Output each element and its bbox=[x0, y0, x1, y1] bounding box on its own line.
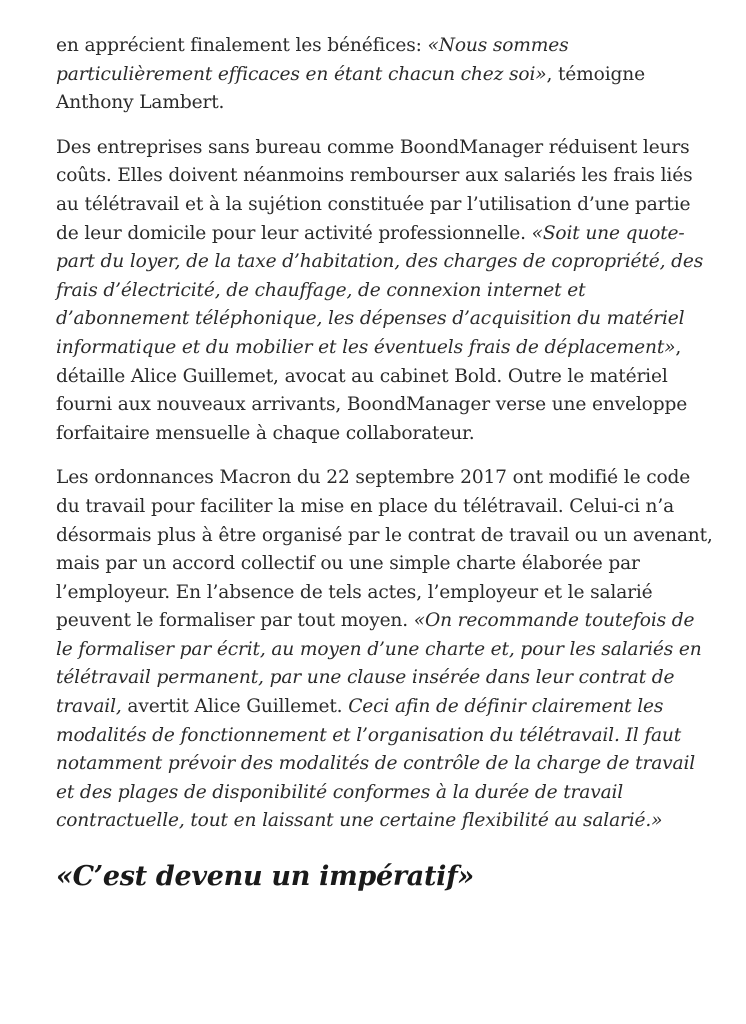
paragraph-3-text-1: Les ordonnances Macron du 22 septembre 2017 ont modifié le code du travail pour faciliter la mise en place du télétravail. Celui-ci n’a désormais plus à être organisé par le contrat de travail ou un avenant, mais par un accord collectif ou une simple charte élaborée par l’employeur. En l’absence de tels actes, l’employeur et le salarié peuvent le formaliser par tout moyen. bbox=[56, 467, 713, 632]
quote-alice-guillemet-3: Ceci afin de définir clairement les modalités de fonctionnement et l’organisation du télétravail. Il faut notamment prévoir des modalités de contrôle de la charge de travail et des plages de disponibilité conformes à la durée de travail contractuelle, tout en laissant une certaine flexibilité au salarié.» bbox=[56, 696, 696, 832]
paragraph-3-text-2: avertit Alice Guillemet. bbox=[121, 696, 349, 718]
article-body bbox=[56, 32, 716, 894]
paragraph-3 bbox=[56, 464, 716, 836]
paragraph-2 bbox=[56, 134, 716, 449]
quote-anthony-lambert: «Nous sommes particulièrement efficaces en étant chacun chez soi» bbox=[56, 35, 569, 85]
paragraph-1 bbox=[56, 32, 716, 118]
paragraph-1-text-2: , témoigne Anthony Lambert. bbox=[56, 63, 645, 114]
paragraph-2-text-2: , détaille Alice Guillemet, avocat au cabinet Bold. Outre le matériel fourni aux nouveaux arrivants, BoondManager verse une enveloppe forfaitaire mensuelle à chaque collaborateur. bbox=[56, 336, 688, 444]
section-subheading: «C’est devenu un impératif» bbox=[56, 861, 474, 893]
paragraph-2-text-1: Des entreprises sans bureau comme BoondManager réduisent leurs coûts. Elles doivent néanmoins rembourser aux salariés les frais liés au télétravail et à la sujétion constituée par l’utilisation d’une partie de leur domicile pour leur activité professionnelle. bbox=[56, 136, 693, 244]
quote-alice-guillemet-2: «On recommande toutefois de le formaliser par écrit, au moyen d’une charte et, pour les salariés en télétravail permanent, par une clause insérée dans leur contrat de travail, bbox=[56, 610, 702, 718]
paragraph-1-text-1: en apprécient finalement les bénéfices: bbox=[56, 35, 428, 56]
quote-alice-guillemet-1: «Soit une quote-part du loyer, de la taxe d’habitation, des charges de copropriété, des frais d’électricité, de chauffage, de connexion internet et d’abonnement téléphonique, les dépenses d’acquisition du matériel informatique et du mobilier et les éventuels frais de déplacement» bbox=[56, 222, 704, 358]
